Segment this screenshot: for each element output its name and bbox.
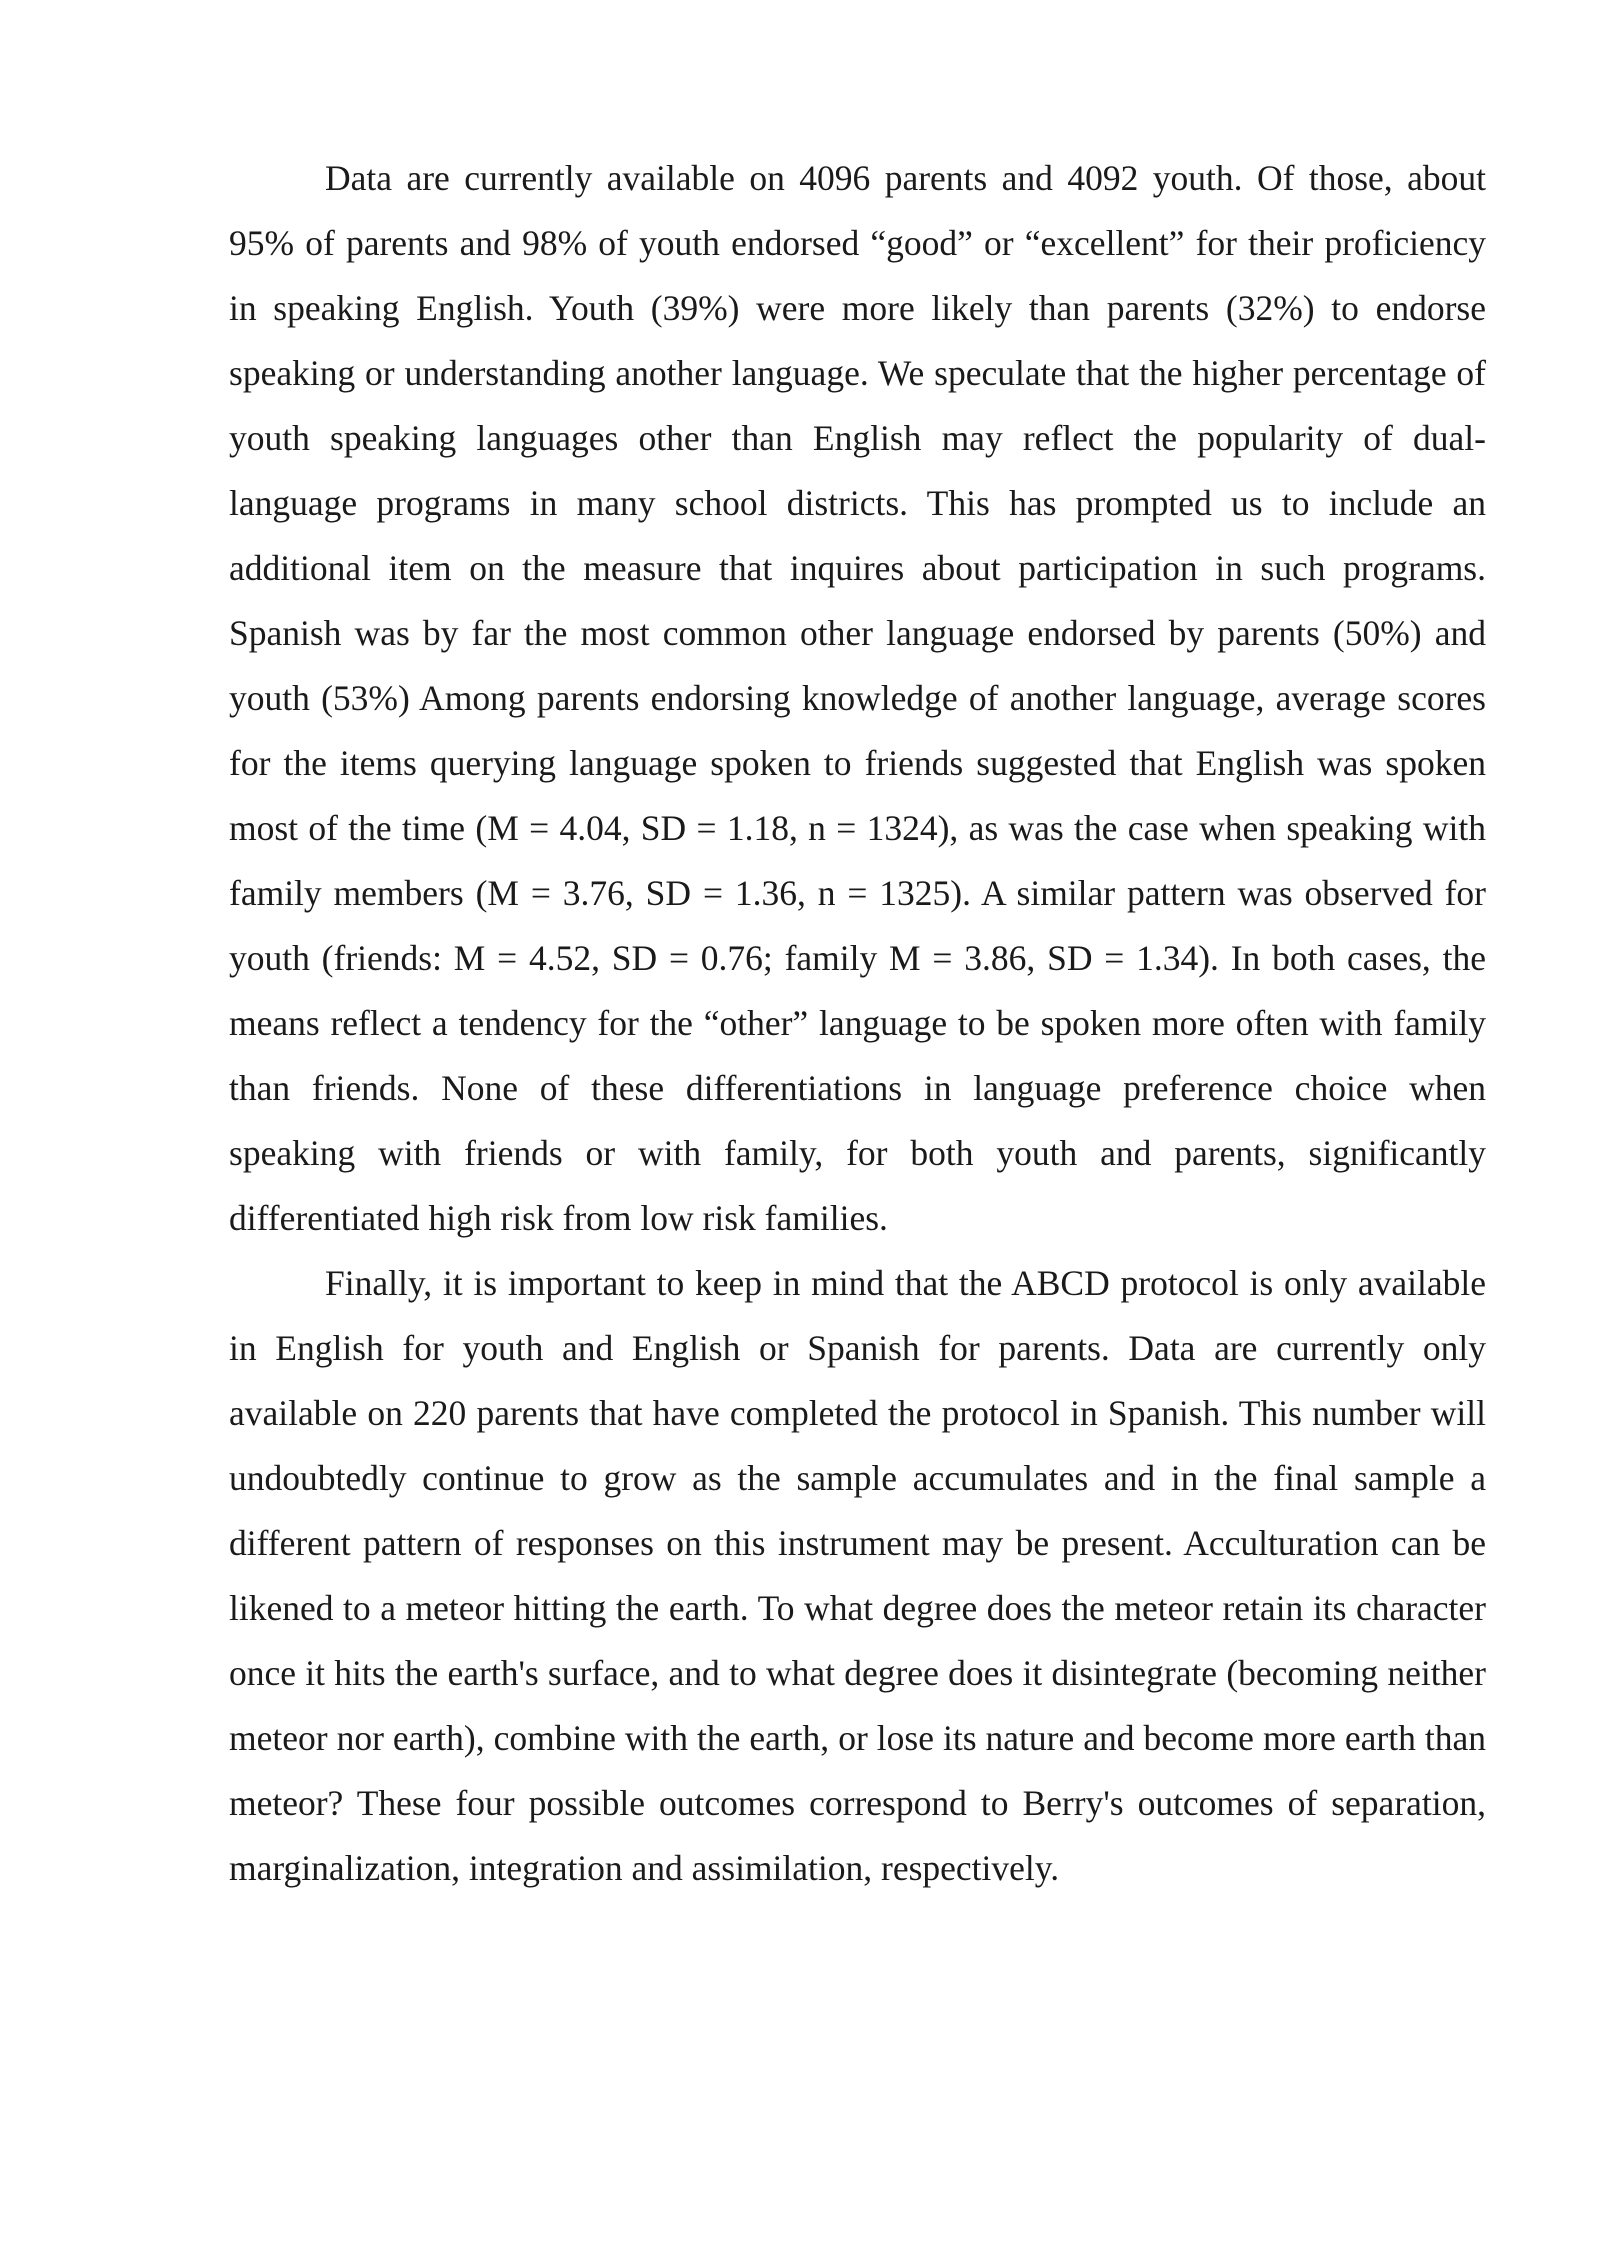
body-text — [229, 146, 1486, 1901]
paragraph-language-proficiency: Data are currently available on 4096 parents and 4092 youth. Of those, about 95% of parents and 98% of youth endorsed “good” or “excellent” for their proficiency in speaking English. Youth (39%) were more likely than parents (32%) to endorse speaking or understanding another language. We speculate that the higher percentage of youth speaking languages other than English may reflect the popularity of dual-language programs in many school districts. This has prompted us to include an additional item on the measure that inquires about participation in such programs. Spanish was by far the most common other language endorsed by parents (50%) and youth (53%) Among parents endorsing knowledge of another language, average scores for the items querying language spoken to friends suggested that English was spoken most of the time (M = 4.04, SD = 1.18, n = 1324), as was the case when speaking with family members (M = 3.76, SD = 1.36, n = 1325). A similar pattern was observed for youth (friends: M = 4.52, SD = 0.76; family M = 3.86, SD = 1.34). In both cases, the means reflect a tendency for the “other” language to be spoken more often with family than friends. None of these differentiations in language preference choice when speaking with friends or with family, for both youth and parents, significantly differentiated high risk from low risk families. — [229, 158, 1486, 1238]
paragraph-abcd-protocol: Finally, it is important to keep in mind that the ABCD protocol is only available in English for youth and English or Spanish for parents. Data are currently only available on 220 parents that have completed the protocol in Spanish. This number will undoubtedly continue to grow as the sample accumulates and in the final sample a different pattern of responses on this instrument may be present. Acculturation can be likened to a meteor hitting the earth. To what degree does the meteor retain its character once it hits the earth's surface, and to what degree does it disintegrate (becoming neither meteor nor earth), combine with the earth, or lose its nature and become more earth than meteor? These four possible outcomes correspond to Berry's outcomes of separation, marginalization, integration and assimilation, respectively. — [229, 1263, 1486, 1888]
